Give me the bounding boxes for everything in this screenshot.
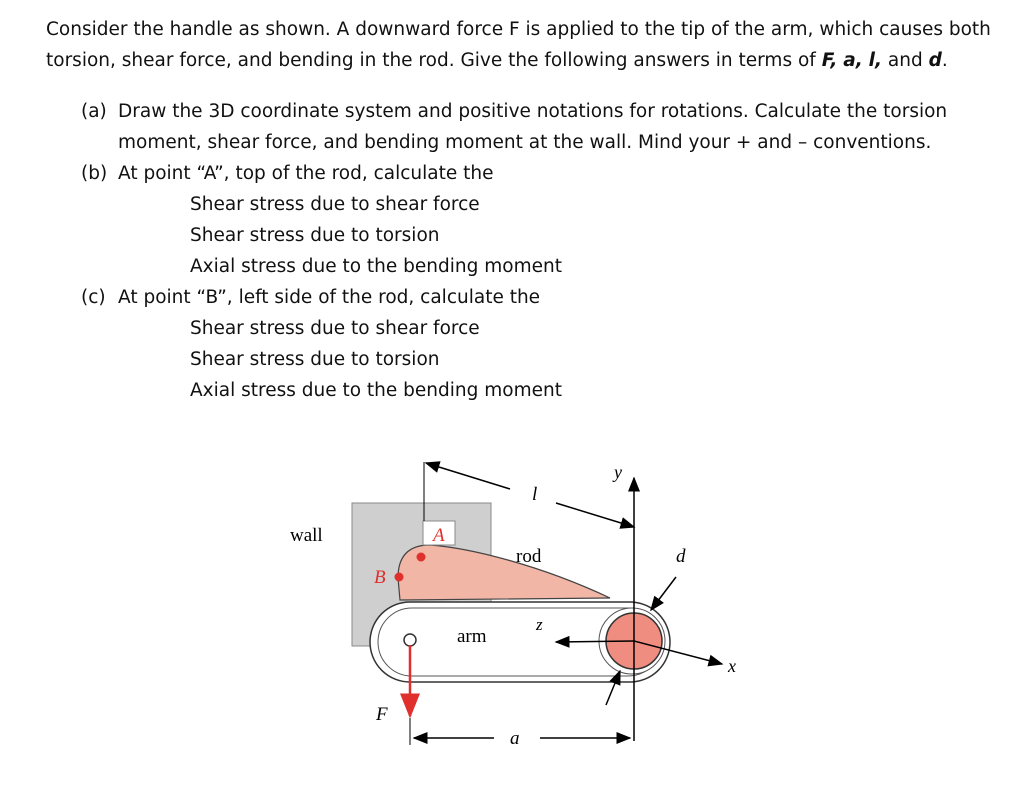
force-label: F [376, 704, 388, 725]
part-c-text: At point “B”, left side of the rod, calculate the [118, 287, 541, 308]
x-axis-label: x [728, 656, 736, 676]
z-axis-label: z [536, 615, 543, 634]
part-a-line-2: moment, shear force, and bending moment at the wall. Mind your + and – conventions. [118, 132, 932, 153]
rod-label: rod [516, 546, 542, 567]
y-axis-label: y [614, 462, 622, 482]
part-c-item-1: Shear stress due to shear force [190, 318, 480, 339]
z-axis [556, 641, 634, 642]
point-b-label: B [374, 567, 386, 588]
part-c-item-2: Shear stress due to torsion [190, 349, 440, 370]
dim-d-arrow-top [651, 577, 676, 610]
dim-l-arrow-right [556, 503, 634, 527]
part-b-text: At point “A”, top of the rod, calculate the [118, 163, 494, 184]
dim-d-label: d [676, 546, 686, 567]
and-word: and [882, 50, 929, 71]
part-b-label: (b) [81, 163, 108, 184]
point-a-marker [417, 553, 426, 562]
part-b-item-2: Shear stress due to torsion [190, 225, 440, 246]
dim-l-arrow-left [426, 463, 510, 489]
force-point [404, 634, 416, 646]
part-a-label: (a) [81, 101, 107, 122]
part-b-item-3: Axial stress due to the bending moment [190, 256, 562, 277]
dim-a-label: a [510, 728, 520, 749]
wall-label: wall [290, 525, 323, 546]
dim-l-label: l [532, 484, 538, 505]
var-l: l, [868, 50, 883, 71]
intro-period: . [941, 50, 948, 71]
var-a: a, [843, 50, 863, 71]
rod-shape [398, 545, 610, 600]
var-F: F, [821, 50, 838, 71]
intro-line-1: Consider the handle as shown. A downward force F is applied to the tip of the arm, which causes both [46, 19, 991, 40]
point-a-label: A [433, 525, 445, 546]
point-b-marker [395, 573, 404, 582]
arm-label: arm [457, 626, 487, 647]
part-a-line-1: Draw the 3D coordinate system and positive notations for rotations. Calculate the torsion [118, 101, 948, 122]
intro-line-2-text: torsion, shear force, and bending in the rod. Give the following answers in terms of [46, 50, 822, 71]
var-d: d [928, 50, 942, 71]
part-c-label: (c) [81, 287, 106, 308]
part-c-item-3: Axial stress due to the bending moment [190, 380, 562, 401]
part-b-item-1: Shear stress due to shear force [190, 194, 480, 215]
